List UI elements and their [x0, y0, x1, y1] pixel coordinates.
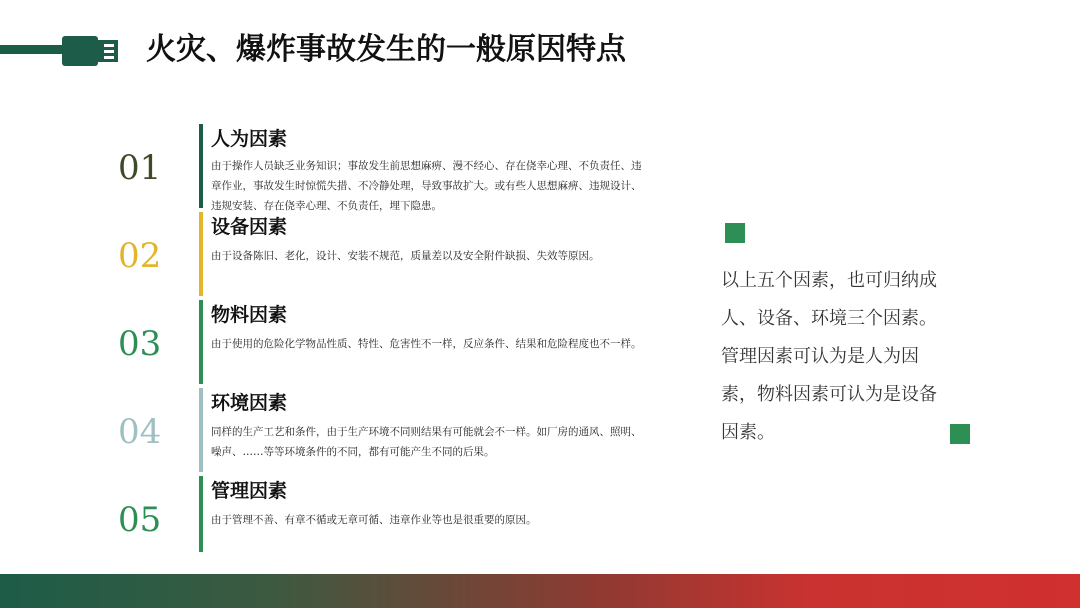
factor-item-environment: [110, 386, 670, 474]
factor-item-human: [110, 120, 670, 210]
item-description: 由于使用的危险化学物品性质、特性、危害性不一样，反应条件、结果和危险程度也不一样。: [211, 338, 642, 350]
decor-square-top: [725, 223, 745, 243]
item-heading: 物料因素: [211, 304, 288, 326]
item-heading: 管理因素: [211, 480, 288, 502]
item-divider: [199, 212, 203, 296]
item-divider: [199, 388, 203, 472]
item-number: 02: [118, 236, 162, 276]
item-description: 由于操作人员缺乏业务知识；事故发生前思想麻痹、漫不经心、存在侥幸心理、不负责任、违章作业，事故发生时惊慌失措、不冷静处理，导致事故扩大。或有些人思想麻痹、违规设计、违规安装、存在侥幸心理、不负责任，埋下隐患。: [211, 160, 642, 212]
item-number: 01: [118, 148, 162, 188]
page-title: 火灾、爆炸事故发生的一般原因特点: [146, 32, 626, 67]
item-number: 04: [118, 412, 162, 452]
item-heading: 环境因素: [211, 392, 288, 414]
factor-item-equipment: [110, 210, 670, 298]
factor-item-management: [110, 474, 670, 554]
summary-text: 以上五个因素，也可归纳成人、设备、环境三个因素。管理因素可认为是人为因素，物料因素可认为是设备因素。: [721, 270, 937, 443]
item-description: 由于设备陈旧、老化，设计、安装不规范，质量差以及安全附件缺损、失效等原因。: [211, 250, 600, 262]
item-number: 03: [118, 324, 162, 364]
item-divider: [199, 124, 203, 208]
item-number: 05: [118, 500, 162, 540]
item-description: 由于管理不善、有章不循或无章可循、违章作业等也是很重要的原因。: [211, 514, 537, 526]
decor-square-bottom: [950, 424, 970, 444]
factor-item-material: [110, 298, 670, 386]
footer-gradient-bar: [0, 574, 1080, 608]
item-description: 同样的生产工艺和条件，由于生产环境不同则结果有可能就会不一样。如厂房的通风、照明、噪声、……等等环境条件的不同，都有可能产生不同的后果。: [211, 426, 642, 458]
item-divider: [199, 476, 203, 552]
item-heading: 设备因素: [211, 216, 288, 238]
item-heading: 人为因素: [211, 128, 288, 150]
item-divider: [199, 300, 203, 384]
